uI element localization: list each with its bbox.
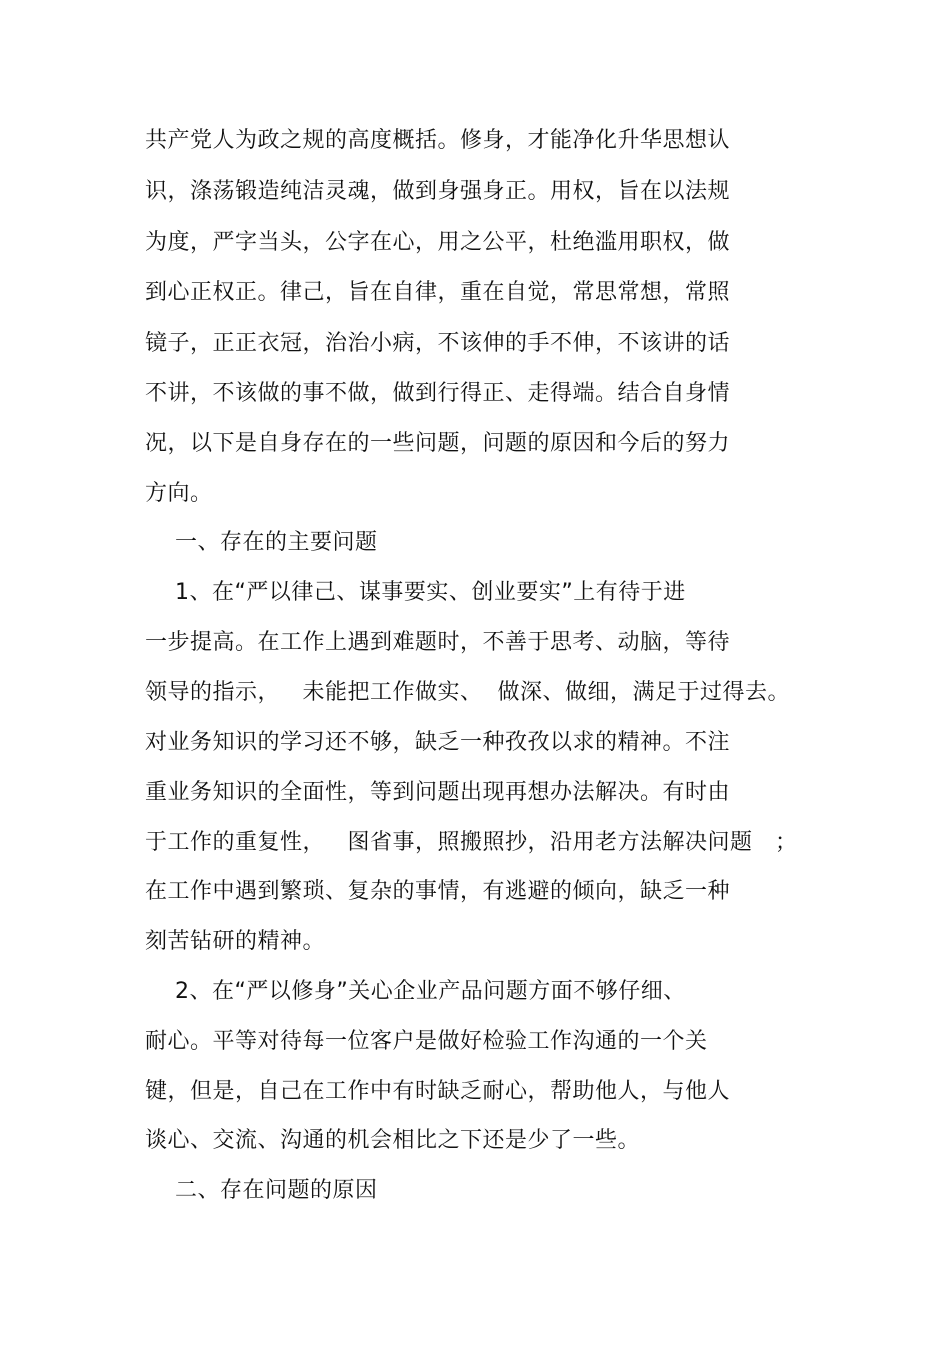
text-line: 一步提高。在工作上遇到难题时，不善于思考、动脑，等待 (145, 630, 731, 655)
text-line: 在工作中遇到繁琐、复杂的事情，有逃避的倾向，缺乏一种 (145, 879, 731, 904)
text-line: 谈心、交流、沟通的机会相比之下还是少了一些。 (145, 1128, 641, 1153)
text-line: 键，但是，自己在工作中有时缺乏耐心，帮助他人，与他人 (145, 1079, 731, 1104)
text-line: 共产党人为政之规的高度概括。修身，才能净化升华思想认 (145, 128, 731, 153)
text-line: 到心正权正。律己，旨在自律，重在自觉，常思常想，常照 (145, 280, 731, 305)
text-line: 为度，严字当头，公字在心，用之公平，杜绝滥用职权，做 (145, 230, 731, 255)
text-line: 重业务知识的全面性，等到问题出现再想办法解决。有时由 (145, 780, 731, 805)
text-line: 镜子，正正衣冠，治治小病，不该伸的手不伸，不该讲的话 (145, 331, 731, 356)
text-line: 方向。 (145, 481, 213, 506)
text-line: 况，以下是自身存在的一些问题，问题的原因和今后的努力 (145, 431, 731, 456)
text-line: 1、在“严以律己、谋事要实、创业要实”上有待于进 (145, 580, 686, 605)
text-line: 刻苦钻研的精神。 (145, 929, 326, 954)
text-line: 不讲，不该做的事不做，做到行得正、走得端。结合自身情 (145, 381, 731, 406)
text-line: 领导的指示， 未能把工作做实、 做深、做细，满足于过得去。 (145, 680, 790, 705)
text-line: 于工作的重复性， 图省事，照搬照抄，沿用老方法解决问题 ； (145, 830, 798, 855)
text-line: 对业务知识的学习还不够，缺乏一种孜孜以求的精神。不注 (145, 730, 731, 755)
text-line: 耐心。平等对待每一位客户是做好检验工作沟通的一个关 (145, 1029, 708, 1054)
section-heading: 二、存在问题的原因 (145, 1178, 378, 1203)
section-heading: 一、存在的主要问题 (145, 530, 378, 555)
text-line: 识，涤荡锻造纯洁灵魂，做到身强身正。用权，旨在以法规 (145, 179, 731, 204)
text-line: 2、在“严以修身”关心企业产品问题方面不够仔细、 (145, 979, 686, 1004)
